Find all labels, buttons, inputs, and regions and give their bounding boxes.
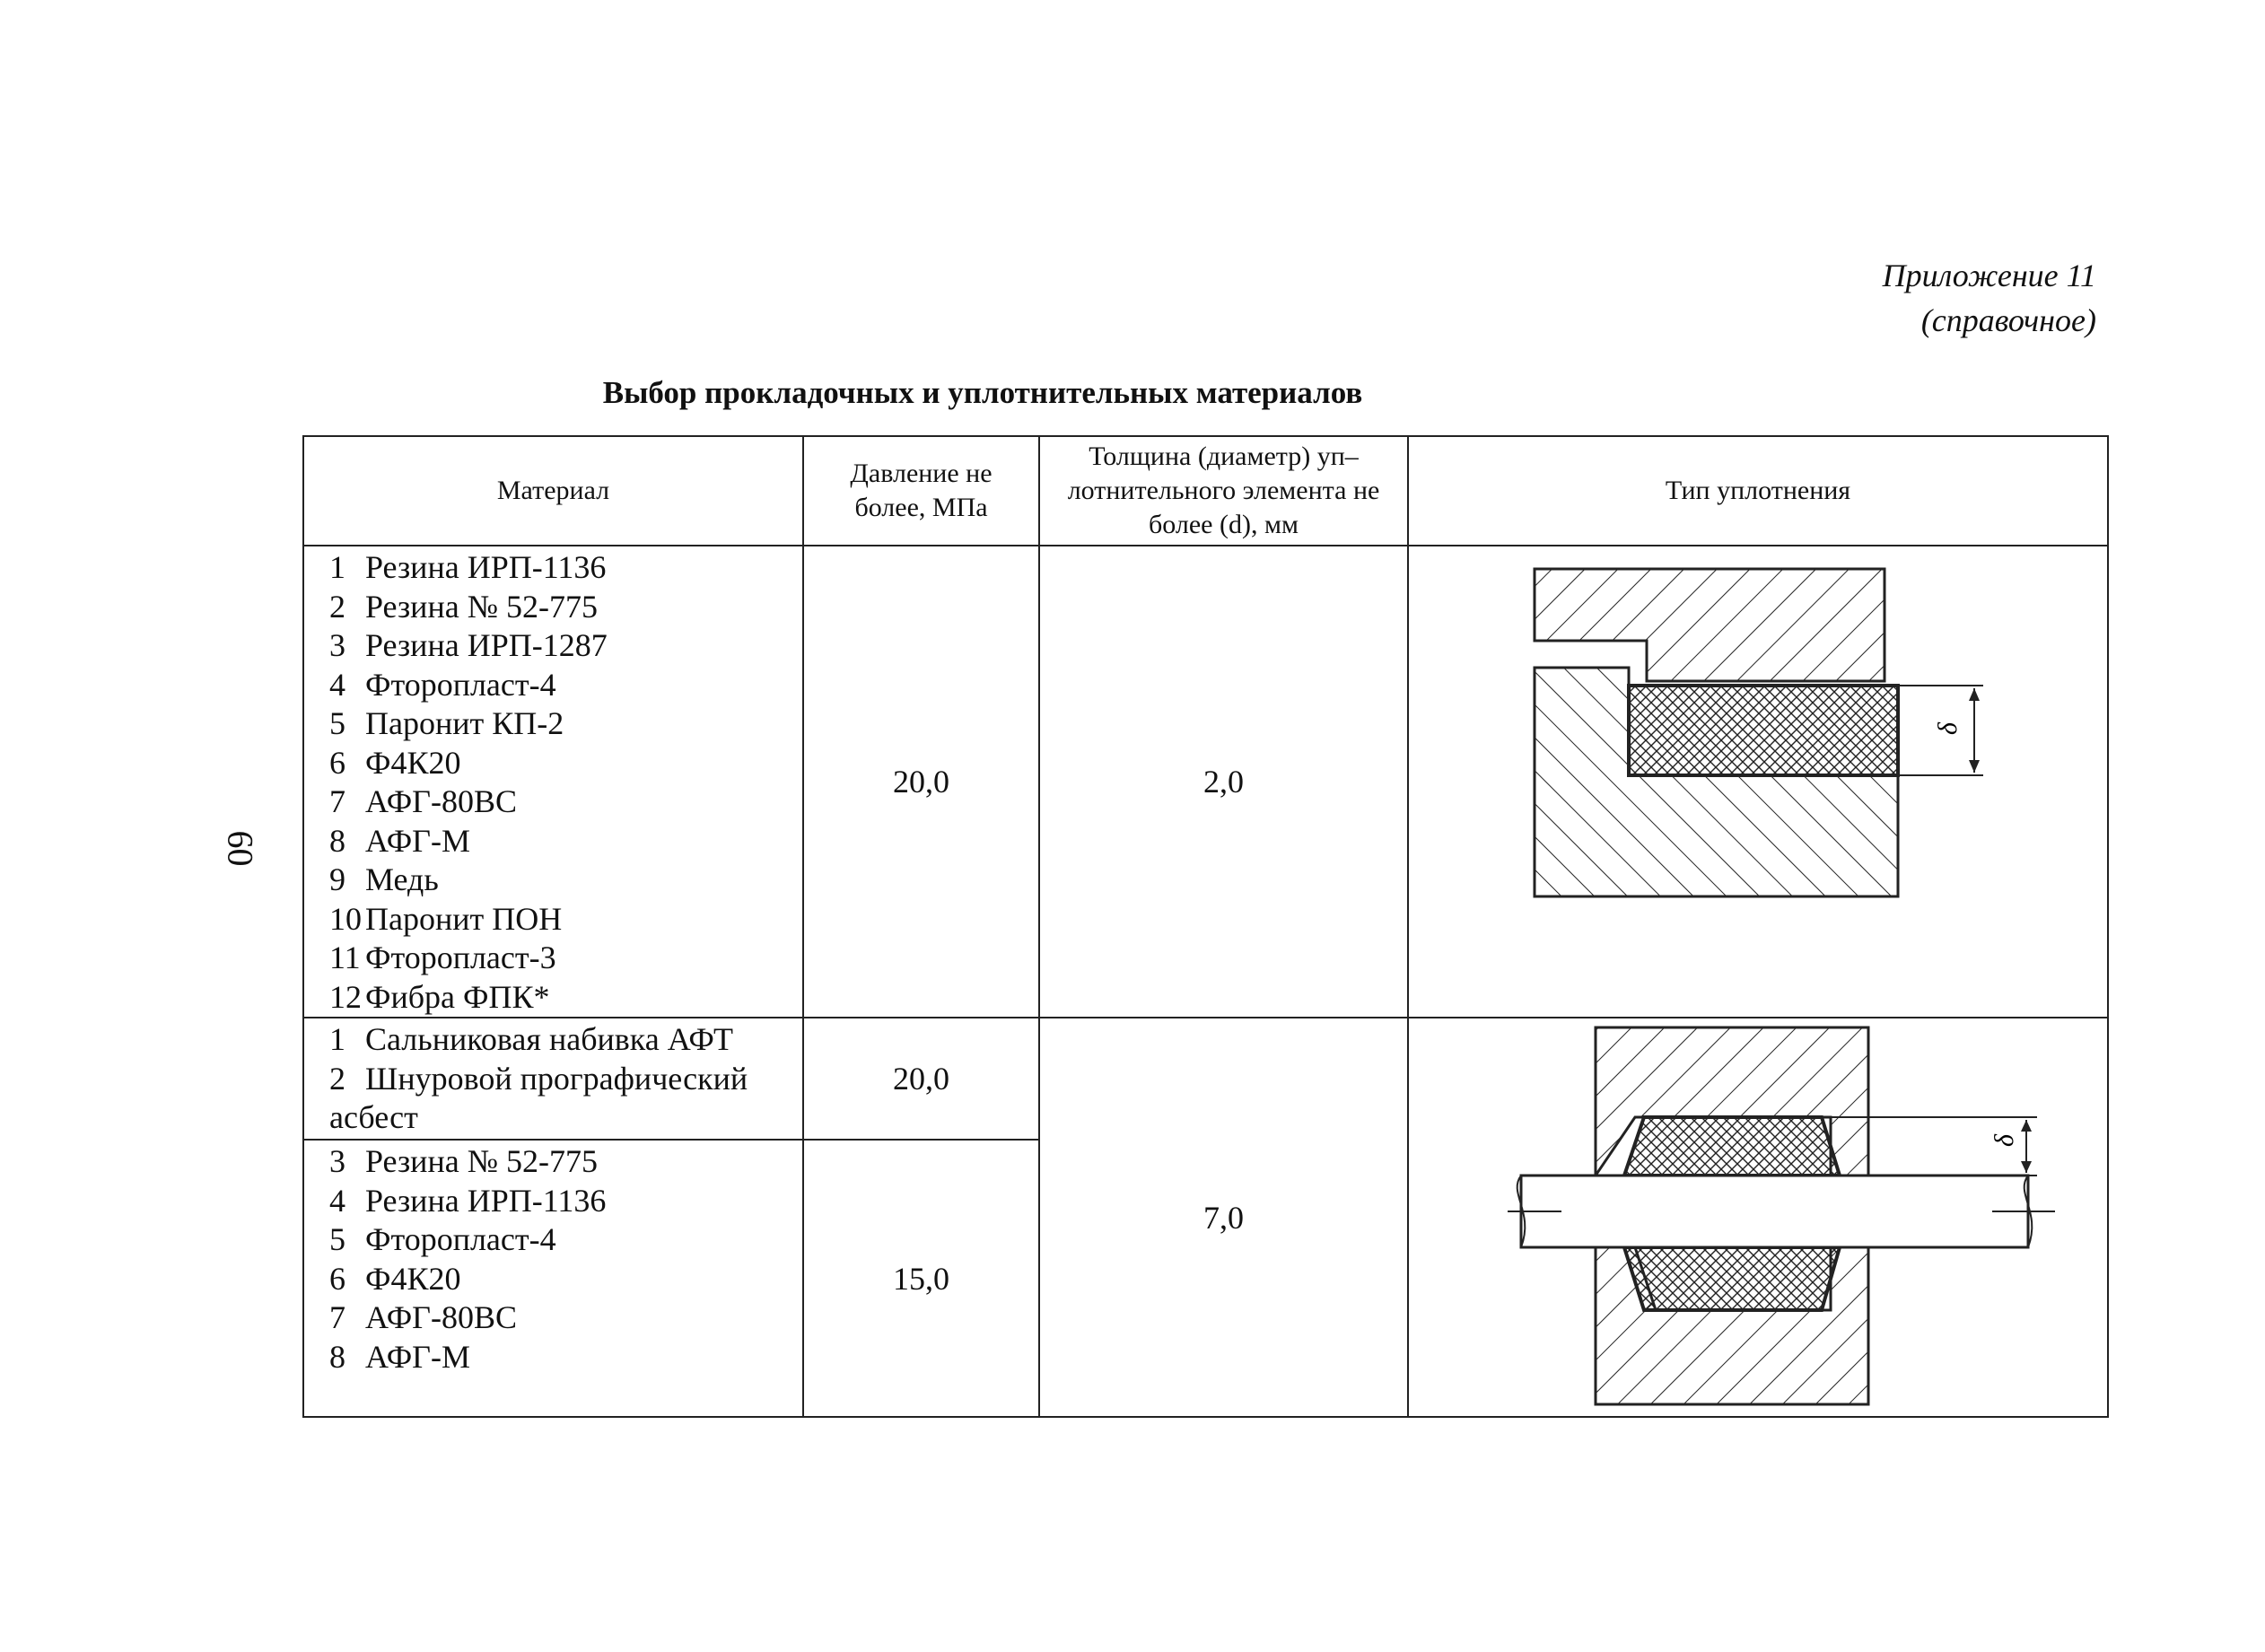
material-number: 3 [329, 627, 345, 663]
delta-label-2: δ [1990, 1134, 2019, 1147]
material-number: 12 [329, 978, 362, 1015]
material-number: 1 [329, 549, 345, 585]
list-item [329, 939, 802, 978]
header-seal-type: Тип уплотнения [1408, 436, 2108, 546]
document-title: Выбор прокладочных и уплотнительных материалов [602, 375, 1363, 410]
material-name: Паронит КП-2 [365, 705, 564, 741]
material-name: Резина № 52-775 [365, 1143, 599, 1179]
material-name: Шнуровой пpографический асбест [329, 1060, 748, 1135]
list-item [329, 704, 802, 744]
list-item [329, 822, 802, 861]
material-number: 6 [329, 744, 345, 781]
table-header-row [303, 436, 2108, 546]
material-name: Сальниковая набивка АФТ [365, 1021, 733, 1057]
appendix-line-1: Приложение 11 [1882, 258, 2096, 293]
list-item [329, 1060, 802, 1138]
list-item [329, 588, 802, 627]
group2a-materials-list [303, 1018, 803, 1140]
appendix-line-2: (справочное) [1920, 302, 2096, 338]
material-name: Резина ИРП-1287 [365, 627, 608, 663]
material-number: 9 [329, 861, 345, 897]
gland-seal-diagram [1408, 1018, 2108, 1417]
list-item [329, 782, 802, 822]
material-number: 6 [329, 1260, 345, 1297]
list-item [329, 1260, 802, 1299]
list-item [329, 1220, 802, 1260]
material-name: Медь [365, 861, 439, 897]
material-number: 2 [329, 1060, 345, 1097]
list-item [329, 666, 802, 705]
material-name: Паронит ПОН [365, 900, 563, 937]
flange-seal-diagram [1408, 546, 2108, 1018]
list-item [329, 1020, 802, 1060]
material-number: 7 [329, 783, 345, 819]
list-item [329, 900, 802, 940]
material-name: Фторопласт-4 [365, 1221, 556, 1257]
list-item [329, 861, 802, 900]
table-row [303, 546, 2108, 1018]
page-number: 60 [220, 830, 261, 867]
group1-pressure: 20,0 [803, 546, 1039, 1018]
group2b-pressure: 15,0 [803, 1140, 1039, 1417]
material-number: 1 [329, 1021, 345, 1057]
list-item [329, 626, 802, 666]
material-name: Резина ИРП-1136 [365, 549, 607, 585]
material-number: 7 [329, 1299, 345, 1335]
group1-thickness: 2,0 [1039, 546, 1408, 1018]
material-number: 2 [329, 588, 345, 625]
material-name: АФГ-80ВС [365, 783, 517, 819]
material-number: 10 [329, 900, 362, 937]
list-item [329, 1142, 802, 1182]
list-item [329, 1182, 802, 1221]
list-item [329, 1298, 802, 1338]
material-name: АФГ-80ВС [365, 1299, 517, 1335]
header-material: Материал [303, 436, 803, 546]
group2-thickness: 7,0 [1039, 1018, 1408, 1417]
group1-materials-list [303, 546, 803, 1018]
material-number: 11 [329, 940, 361, 975]
material-name: Ф4К20 [365, 1260, 461, 1297]
table-row [303, 1018, 2108, 1140]
material-name: Фибра ФПК* [365, 978, 550, 1015]
header-pressure: Давление не более, МПа [803, 436, 1039, 546]
list-item [329, 744, 802, 783]
group2b-materials-list [303, 1140, 803, 1417]
header-thickness: Толщина (диаметр) уп–лотнительного элемента не более (d), мм [1039, 436, 1408, 546]
material-number: 3 [329, 1143, 345, 1179]
material-number: 8 [329, 822, 345, 859]
delta-label-1: δ [1933, 722, 1963, 735]
material-number: 8 [329, 1338, 345, 1375]
material-name: АФГ-М [365, 822, 470, 859]
material-number: 5 [329, 1221, 345, 1257]
material-number: 4 [329, 666, 345, 703]
appendix-label [1883, 253, 2096, 343]
material-number: 5 [329, 705, 345, 741]
materials-table [302, 435, 2109, 1418]
material-name: Резина № 52-775 [365, 588, 599, 625]
gland-seal-drawing [1409, 1018, 2107, 1418]
list-item [329, 978, 802, 1018]
material-name: Фторопласт-4 [365, 666, 556, 703]
material-name: Резина ИРП-1136 [365, 1182, 607, 1219]
material-name: Фторопласт-3 [365, 940, 556, 975]
material-number: 4 [329, 1182, 345, 1219]
list-item [329, 548, 802, 588]
flange-seal-drawing [1409, 546, 2107, 1016]
material-name: АФГ-М [365, 1338, 470, 1375]
material-name: Ф4К20 [365, 744, 461, 781]
group2a-pressure: 20,0 [803, 1018, 1039, 1140]
list-item [329, 1338, 802, 1377]
